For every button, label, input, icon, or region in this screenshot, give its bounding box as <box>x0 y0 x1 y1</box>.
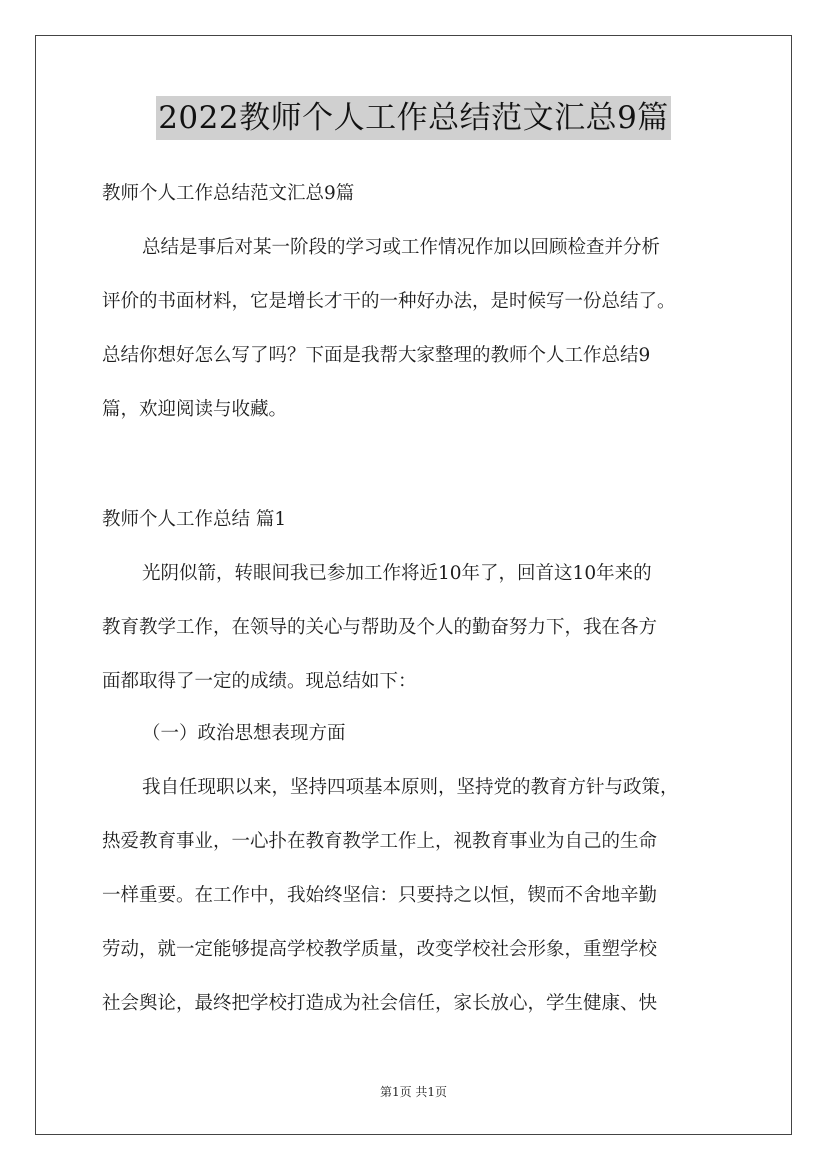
intro-line-1: 总结是事后对某一阶段的学习或工作情况作加以回顾检查并分析 <box>142 237 661 258</box>
para2-line-5: 社会舆论，最终把学校打造成为社会信任，家长放心，学生健康、快 <box>102 993 658 1014</box>
para2-line-1: 我自任现职以来，坚持四项基本原则，坚持党的教育方针与政策， <box>142 777 679 798</box>
para2-line-4: 劳动，就一定能够提高学校教学质量，改变学校社会形象，重塑学校 <box>102 939 658 960</box>
para2-line-2: 热爱教育事业，一心扑在教育教学工作上，视教育事业为自己的生命 <box>102 831 658 852</box>
document-title: 2022教师个人工作总结范文汇总9篇 <box>156 96 671 140</box>
para1-line-2: 教育教学工作，在领导的关心与帮助及个人的勤奋努力下，我在各方 <box>102 617 658 638</box>
page-number: 第1页 共1页 <box>379 1085 448 1099</box>
sub-heading: （一）政治思想表现方面 <box>142 723 346 744</box>
title-container <box>0 96 827 140</box>
para2-line-3: 一样重要。在工作中，我始终坚信：只要持之以恒，锲而不舍地辛勤 <box>102 885 658 906</box>
intro-line-2: 评价的书面材料，它是增长才干的一种好办法，是时候写一份总结了。 <box>102 291 676 312</box>
document-subtitle: 教师个人工作总结范文汇总9篇 <box>102 183 355 204</box>
intro-line-3: 总结你想好怎么写了吗？下面是我帮大家整理的教师个人工作总结9 <box>102 345 651 366</box>
intro-line-4: 篇，欢迎阅读与收藏。 <box>102 399 288 420</box>
para1-line-3: 面都取得了一定的成绩。现总结如下： <box>102 671 417 692</box>
para1-line-1: 光阴似箭，转眼间我已参加工作将近10年了，回首这10年来的 <box>142 563 652 584</box>
section-heading: 教师个人工作总结 篇1 <box>102 509 287 530</box>
